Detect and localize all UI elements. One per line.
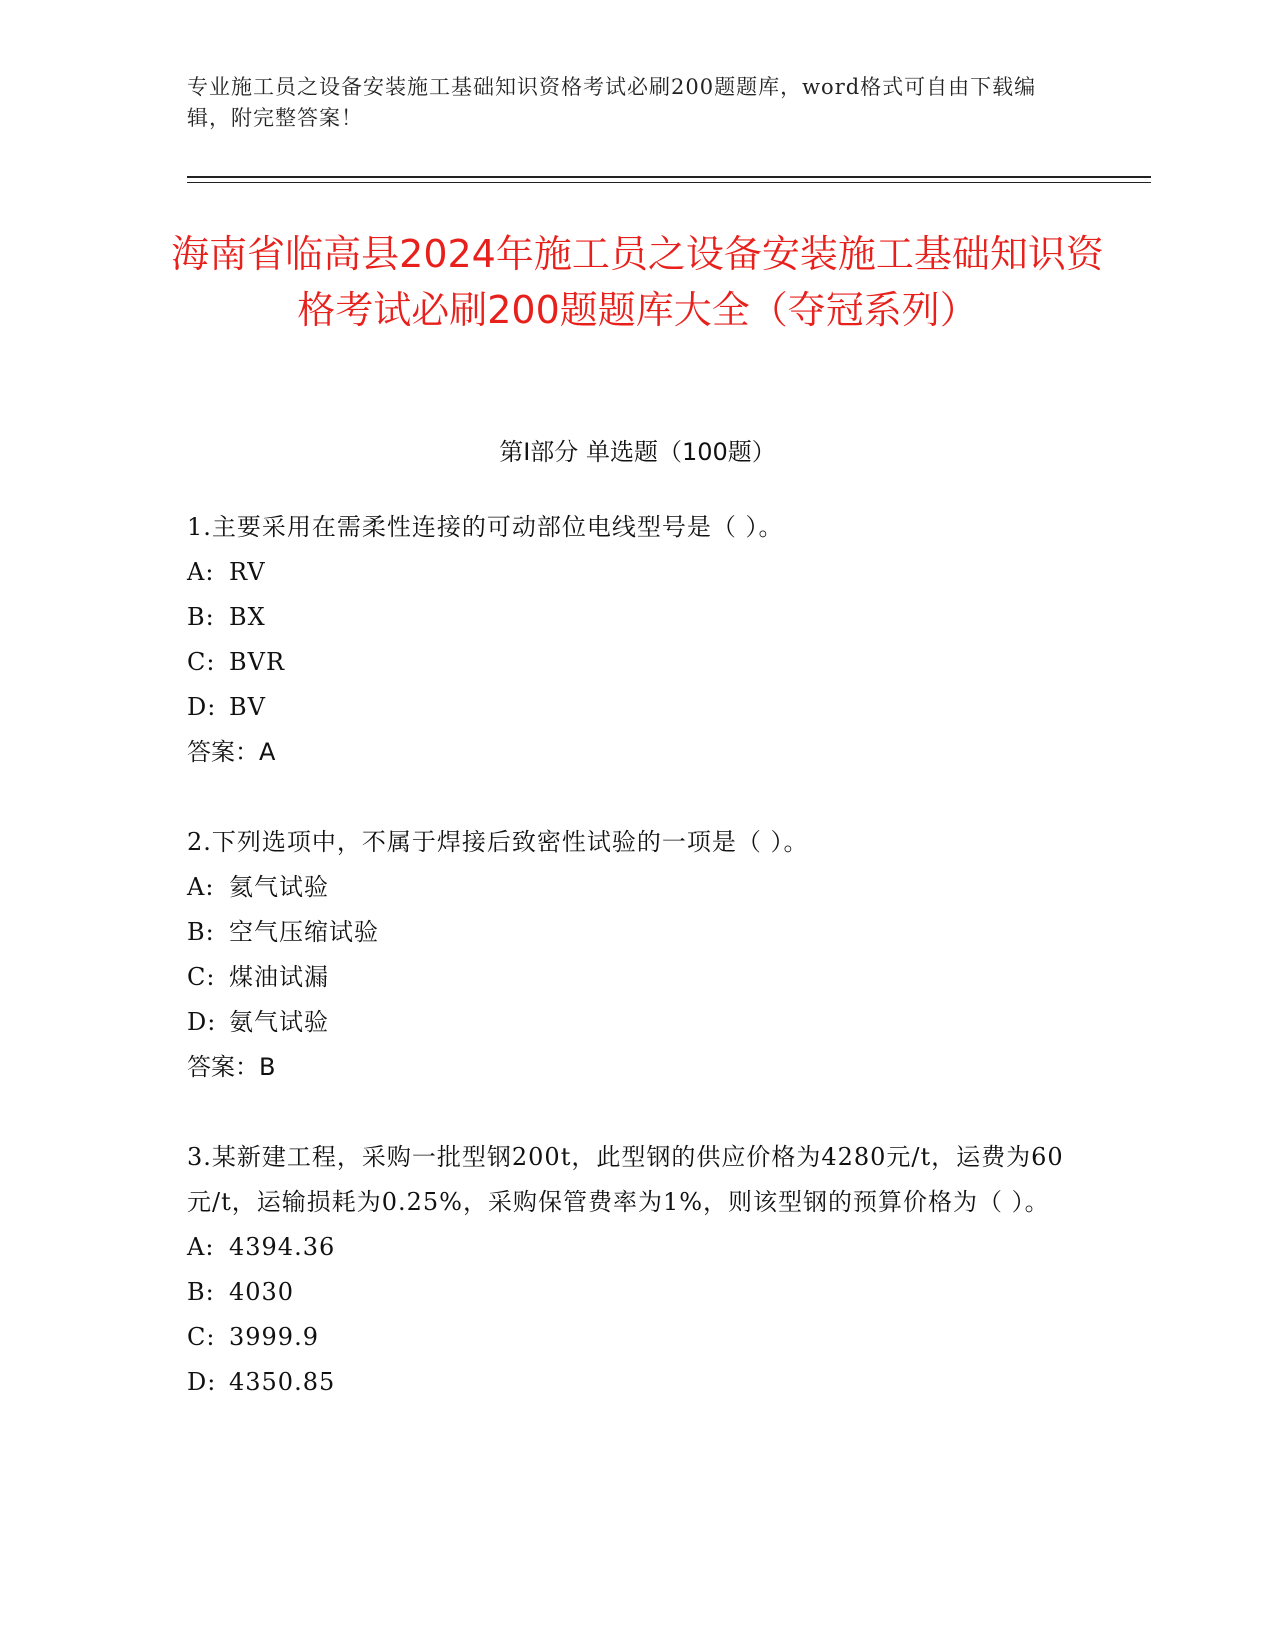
- header-rule-thick: [187, 176, 1151, 178]
- option-a: [187, 865, 1087, 910]
- option-label: D:: [187, 693, 217, 721]
- option-text: BVR: [229, 648, 286, 676]
- header-rule-thin: [187, 182, 1151, 183]
- option-a: [187, 550, 1087, 595]
- option-label: C:: [187, 1323, 216, 1351]
- option-text: 4394.36: [229, 1233, 336, 1261]
- question-text: 2.下列选项中，不属于焊接后致密性试验的一项是（ ）。: [187, 828, 809, 856]
- option-b: [187, 595, 1087, 640]
- option-label: C:: [187, 648, 216, 676]
- option-text: RV: [229, 558, 266, 586]
- option-text: 煤油试漏: [229, 963, 329, 991]
- option-label: B:: [187, 1278, 215, 1306]
- option-label: A:: [187, 873, 215, 901]
- option-a: [187, 1225, 1087, 1270]
- option-text: 4350.85: [229, 1368, 336, 1396]
- option-label: A:: [187, 558, 215, 586]
- option-text: BX: [229, 603, 266, 631]
- option-d: [187, 685, 1087, 730]
- option-label: C:: [187, 963, 216, 991]
- option-label: D:: [187, 1008, 217, 1036]
- option-label: A:: [187, 1233, 215, 1261]
- option-text: 氨气试验: [229, 1008, 329, 1036]
- answer-line: 答案：A: [187, 738, 276, 766]
- option-c: [187, 1315, 1087, 1360]
- section-heading: 第I部分 单选题（100题）: [499, 438, 776, 466]
- option-label: B:: [187, 603, 215, 631]
- option-text: 氦气试验: [229, 873, 329, 901]
- question-1: [187, 505, 1087, 775]
- question-2: [187, 820, 1087, 1090]
- option-b: [187, 910, 1087, 955]
- question-3: [187, 1135, 1087, 1405]
- option-text: BV: [229, 693, 266, 721]
- option-text: 4030: [229, 1278, 295, 1306]
- option-d: [187, 1360, 1087, 1405]
- option-text: 3999.9: [229, 1323, 319, 1351]
- option-c: [187, 955, 1087, 1000]
- question-text: 1.主要采用在需柔性连接的可动部位电线型号是（ ）。: [187, 513, 784, 541]
- answer-line: 答案：B: [187, 1053, 276, 1081]
- question-text: 3.某新建工程，采购一批型钢200t，此型钢的供应价格为4280元/t，运费为60元/t，运输损耗为0.25%，采购保管费率为1%，则该型钢的预算价格为（ ）。: [187, 1143, 1064, 1216]
- option-label: B:: [187, 918, 215, 946]
- option-c: [187, 640, 1087, 685]
- option-b: [187, 1270, 1087, 1315]
- header-note: 专业施工员之设备安装施工基础知识资格考试必刷200题题库，word格式可自由下载编辑，附完整答案！: [187, 75, 1037, 130]
- document-title: 海南省临高县2024年施工员之设备安装施工基础知识资格考试必刷200题题库大全（夺冠系列）: [171, 232, 1104, 332]
- option-d: [187, 1000, 1087, 1045]
- option-text: 空气压缩试验: [229, 918, 379, 946]
- option-label: D:: [187, 1368, 217, 1396]
